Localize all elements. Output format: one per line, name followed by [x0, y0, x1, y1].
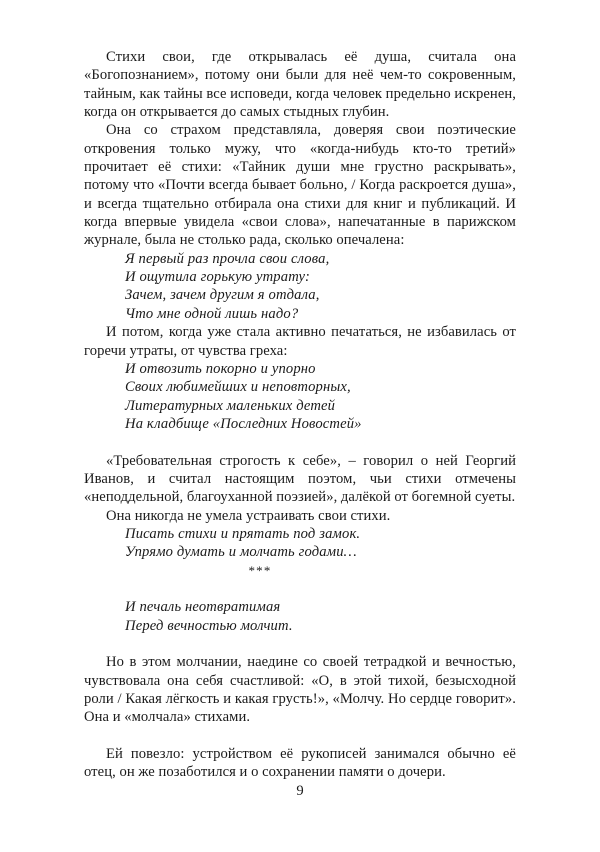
verse-block-2: [84, 360, 516, 433]
paragraph-7: Ей повезло: устройством её рукописей занимался обычно её отец, он же позаботился и о сохранении памяти о дочери.: [84, 746, 516, 781]
verse-line: На кладбище «Последних Новостей»: [125, 415, 362, 432]
verse-line: Писать стихи и прятать под замок.: [125, 525, 361, 542]
verse-line: Зачем, зачем другим я отдала,: [125, 287, 320, 304]
verse-line: Что мне одной лишь надо?: [125, 305, 299, 322]
verse-line: Я первый раз прочла свои слова,: [125, 250, 330, 267]
verse-line: И отвозить покорно и упорно: [125, 360, 316, 377]
verse-block-4: [84, 598, 516, 635]
verse-line: Упрямо думать и молчать годами…: [125, 544, 357, 561]
verse-line: И ощутила горькую утрату:: [125, 269, 310, 286]
paragraph-6: Но в этом молчании, наедине со своей тетрадкой и вечностью, чувствовала она себя счастливой: «О, в этой тихой, безысходной роли / Какая лёгкость и какая грусть!», «Молчу. Но сердце говорит». Она и «молчала» стихами.: [84, 654, 516, 726]
text-column: [84, 48, 516, 782]
verse-block-1: [84, 250, 516, 323]
page-number: 9: [296, 783, 304, 799]
asterisk-separator: ***: [248, 562, 272, 578]
verse-line: И печаль неотвратимая: [125, 599, 281, 616]
paragraph-2: Она со страхом представляла, доверяя свои поэтические откровения только мужу, что «когда-нибудь кто-то третий» прочитает её стихи: «Тайник души мне грустно раскрывать», потому что «Почти всегда бывает больно, / Когда раскроется душа», и всегда тщательно отбирала она стихи для книг и публикаций. И когда впервые увидела «свои слова», напечатанные в парижском журнале, была не столько рада, сколько опечалена:: [84, 122, 516, 249]
paragraph-3: И потом, когда уже стала активно печататься, не избавилась от горечи утраты, от чувства греха:: [84, 324, 516, 359]
verse-block-3: [84, 525, 516, 562]
verse-line: Перед вечностью молчит.: [125, 617, 293, 634]
paragraph-4: «Требовательная строгость к себе», – говорил о ней Георгий Иванов, и считал настоящим поэтом, чьи стихи отмечены «неподдельной, благоуханной поэзией», далёкой от богемной суеты.: [84, 452, 516, 506]
paragraph-1: Стихи свои, где открывалась её душа, считала она «Богопознанием», потому они были для неё чем-то сокровенным, тайным, как тайны все исповеди, когда человек предельно искренен, когда он открывается до самых стыдных глубин.: [84, 49, 516, 121]
verse-line: Литературных маленьких детей: [125, 397, 336, 414]
verse-line: Своих любимейших и неповторных,: [125, 379, 351, 396]
paragraph-5: Она никогда не умела устраивать свои стихи.: [106, 507, 391, 524]
